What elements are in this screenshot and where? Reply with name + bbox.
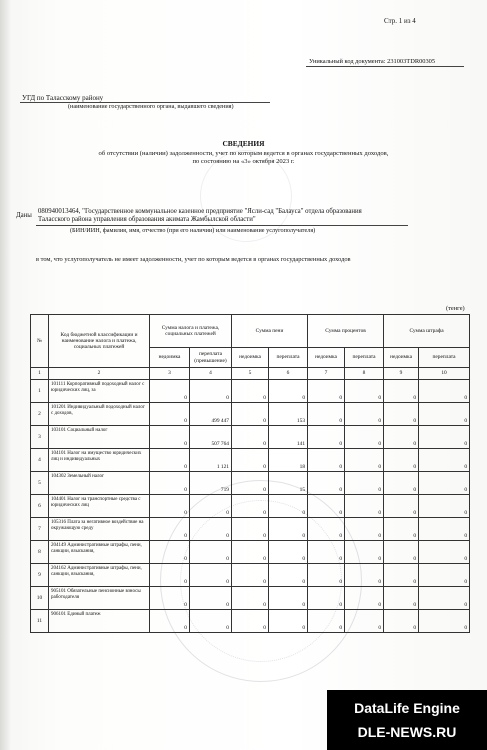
amount-cell: 0 — [384, 495, 419, 518]
amount-cell: 0 — [269, 564, 308, 587]
budget-code-name: 204162 Административные штрафы, пени, санкции, взыскания, — [49, 564, 150, 587]
currency-label: (тенге) — [446, 305, 465, 312]
amount-cell: 0 — [308, 426, 345, 449]
table-row — [31, 518, 470, 541]
budget-code-name: 104101 Налог на имущество юридических лиц и индивидуальных — [49, 449, 150, 472]
budget-code-name: 204149 Административные штрафы, пени, санкции, взыскания, — [49, 541, 150, 564]
table-row — [31, 403, 470, 426]
subheader-arrears: недоимка — [384, 348, 419, 368]
amount-cell: 0 — [384, 564, 419, 587]
column-number: 2 — [49, 368, 150, 380]
budget-code-name: 104302 Земельный налог — [49, 472, 150, 495]
header-interest: Сумма процентов — [308, 315, 384, 348]
amount-cell: 0 — [345, 541, 384, 564]
amount-cell: 0 — [232, 495, 269, 518]
taxpayer-line-2: Таласского района управления образования акимата Жамбылской области" — [38, 216, 256, 223]
amount-cell: 0 — [345, 564, 384, 587]
row-number: 2 — [31, 403, 49, 426]
row-number: 11 — [31, 610, 49, 633]
budget-code-name: 105316 Плата за негативное воздействие на окружающую среду — [49, 518, 150, 541]
amount-cell: 0 — [419, 380, 470, 403]
watermark-line-2: DLE-NEWS.RU — [357, 724, 457, 740]
scan-edge — [0, 0, 10, 750]
amount-cell: 0 — [232, 564, 269, 587]
table-row — [31, 541, 470, 564]
amount-cell: 0 — [232, 380, 269, 403]
table-row — [31, 472, 470, 495]
amount-cell: 0 — [269, 518, 308, 541]
amount-cell: 0 — [308, 472, 345, 495]
amount-cell: 0 — [384, 403, 419, 426]
amount-cell: 0 — [384, 518, 419, 541]
table-row — [31, 564, 470, 587]
amount-cell: 0 — [345, 472, 384, 495]
header-fine: Сумма штрафа — [384, 315, 470, 348]
amount-cell: 0 — [419, 472, 470, 495]
amount-cell: 0 — [150, 472, 190, 495]
amount-cell: 0 — [232, 472, 269, 495]
amount-cell: 0 — [419, 587, 470, 610]
header-num: № — [31, 315, 49, 368]
subheader-arrears: недоимка — [232, 348, 269, 368]
column-number: 8 — [345, 368, 384, 380]
amount-cell: 0 — [190, 380, 232, 403]
document-date: по состоянию на «3» октября 2023 г. — [192, 158, 295, 165]
table-row — [31, 449, 470, 472]
statement-text: в том, что услугополучатель не имеет задолженности, учет по которым ведется в органах государственных доходов — [36, 256, 351, 263]
amount-cell: 499 447 — [190, 403, 232, 426]
subheader-overpay: переплата — [269, 348, 308, 368]
amount-cell: 0 — [308, 403, 345, 426]
budget-code-name: 103101 Социальный налог — [49, 426, 150, 449]
amount-cell: 0 — [345, 380, 384, 403]
watermark-line-1: DataLife Engine — [354, 700, 460, 716]
amount-cell: 18 — [269, 449, 308, 472]
amount-cell: 15 — [269, 472, 308, 495]
column-number: 6 — [269, 368, 308, 380]
amount-cell: 0 — [269, 495, 308, 518]
budget-code-name: 101111 Корпоративный подоходный налог с юридических лиц, за — [49, 380, 150, 403]
amount-cell: 0 — [419, 449, 470, 472]
amount-cell: 0 — [190, 495, 232, 518]
subheader-arrears: недоимка — [150, 348, 190, 368]
issuer-note: (наименование государственного органа, выдавшего сведения) — [68, 103, 234, 110]
row-number: 1 — [31, 380, 49, 403]
column-number: 3 — [150, 368, 190, 380]
header-penalty: Сумма пени — [232, 315, 308, 348]
amount-cell: 0 — [308, 564, 345, 587]
amount-cell: 0 — [384, 587, 419, 610]
column-number: 9 — [384, 368, 419, 380]
table-row — [31, 587, 470, 610]
subheader-overpay: переплата (превышение) — [190, 348, 232, 368]
amount-cell: 0 — [150, 449, 190, 472]
row-number: 10 — [31, 587, 49, 610]
amount-cell: 0 — [269, 587, 308, 610]
amount-cell: 0 — [384, 610, 419, 633]
amount-cell: 0 — [419, 403, 470, 426]
amount-cell: 0 — [190, 564, 232, 587]
amount-cell: 0 — [345, 518, 384, 541]
taxpayer-line-1: 080940013464, "Государственное коммунальное казенное предприятие "Ясли-сад "Балауса" отдела образования — [38, 208, 362, 215]
amount-cell: 0 — [384, 472, 419, 495]
amount-cell: 0 — [269, 380, 308, 403]
row-number: 3 — [31, 426, 49, 449]
document-subtitle: об отсутствии (наличии) задолженности, учет по которым ведется в органах государственных доходов, — [98, 150, 389, 157]
table-row — [31, 380, 470, 403]
budget-code-name: 104401 Налог на транспортные средства с юридических лиц — [49, 495, 150, 518]
amount-cell: 0 — [308, 495, 345, 518]
table-row — [31, 426, 470, 449]
row-number: 6 — [31, 495, 49, 518]
header-tax: Сумма налога и платежа, социальных платежей — [150, 315, 232, 348]
amount-cell: 0 — [232, 610, 269, 633]
amount-cell: 0 — [384, 449, 419, 472]
column-number: 7 — [308, 368, 345, 380]
column-number: 4 — [190, 368, 232, 380]
amount-cell: 0 — [345, 610, 384, 633]
budget-code-name: 906101 Единый платеж — [49, 610, 150, 633]
amount-cell: 0 — [308, 587, 345, 610]
amount-cell: 507 764 — [190, 426, 232, 449]
table-row — [31, 495, 470, 518]
column-number: 10 — [419, 368, 470, 380]
subheader-overpay: переплата — [419, 348, 470, 368]
amount-cell: 0 — [190, 518, 232, 541]
amount-cell: 0 — [419, 564, 470, 587]
amount-cell: 0 — [419, 610, 470, 633]
table-row — [31, 610, 470, 633]
header-code: Код бюджетной классификации и наименование налога и платежа, социальных платежей — [49, 315, 150, 368]
subheader-overpay: переплата — [345, 348, 384, 368]
amount-cell: 0 — [384, 541, 419, 564]
amount-cell: 0 — [345, 403, 384, 426]
amount-cell: 0 — [345, 587, 384, 610]
unique-document-code: Уникальный код документа: 231003TDR00305 — [309, 58, 436, 65]
amount-cell: 0 — [232, 541, 269, 564]
document-title: СВЕДЕНИЯ — [222, 139, 265, 148]
amount-cell: 0 — [345, 495, 384, 518]
taxpayer-note: (БИН/ИИН, фамилия, имя, отчество (при его наличии) или наименование услугополучателя) — [70, 227, 316, 234]
amount-cell: 0 — [190, 610, 232, 633]
row-number: 9 — [31, 564, 49, 587]
amount-cell: 0 — [384, 380, 419, 403]
column-number-row — [31, 368, 470, 380]
amount-cell: 0 — [308, 380, 345, 403]
amount-cell: 0 — [232, 449, 269, 472]
amount-cell: 0 — [419, 541, 470, 564]
site-watermark — [327, 690, 487, 750]
amount-cell: 0 — [419, 426, 470, 449]
page-number: Стр. 1 из 4 — [384, 17, 416, 25]
subheader-arrears: недоимка — [308, 348, 345, 368]
budget-code-name: 101201 Индивидуальный подоходный налог с доходов, — [49, 403, 150, 426]
amount-cell: 0 — [150, 564, 190, 587]
budget-code-name: 905101 Обязательные пенсионные взносы работодателя — [49, 587, 150, 610]
amount-cell: 0 — [150, 610, 190, 633]
amount-cell: 0 — [190, 587, 232, 610]
amount-cell: 0 — [232, 518, 269, 541]
amount-cell: 153 — [269, 403, 308, 426]
amount-cell: 0 — [150, 495, 190, 518]
row-number: 4 — [31, 449, 49, 472]
amount-cell: 0 — [419, 495, 470, 518]
given-label: Даны — [16, 212, 32, 219]
row-number: 8 — [31, 541, 49, 564]
amount-cell: 0 — [150, 403, 190, 426]
amount-cell: 0 — [345, 426, 384, 449]
amount-cell: 0 — [150, 541, 190, 564]
amount-cell: 0 — [419, 518, 470, 541]
column-number: 1 — [31, 368, 49, 380]
amount-cell: 0 — [190, 541, 232, 564]
amount-cell: 0 — [308, 541, 345, 564]
amount-cell: 0 — [232, 587, 269, 610]
amount-cell: 719 — [190, 472, 232, 495]
amount-cell: 0 — [308, 449, 345, 472]
amount-cell: 0 — [384, 426, 419, 449]
amount-cell: 0 — [308, 610, 345, 633]
amount-cell: 0 — [345, 449, 384, 472]
amount-cell: 0 — [232, 403, 269, 426]
amount-cell: 0 — [150, 426, 190, 449]
amount-cell: 0 — [232, 426, 269, 449]
amount-cell: 0 — [150, 380, 190, 403]
debt-table — [30, 314, 470, 633]
underline — [36, 225, 408, 226]
amount-cell: 0 — [150, 518, 190, 541]
row-number: 5 — [31, 472, 49, 495]
issuer-name: УГД по Таласскому району — [22, 94, 104, 102]
underline — [306, 66, 464, 67]
amount-cell: 0 — [308, 518, 345, 541]
amount-cell: 0 — [150, 587, 190, 610]
row-number: 7 — [31, 518, 49, 541]
amount-cell: 141 — [269, 426, 308, 449]
amount-cell: 1 121 — [190, 449, 232, 472]
column-number: 5 — [232, 368, 269, 380]
amount-cell: 0 — [269, 541, 308, 564]
amount-cell: 0 — [269, 610, 308, 633]
